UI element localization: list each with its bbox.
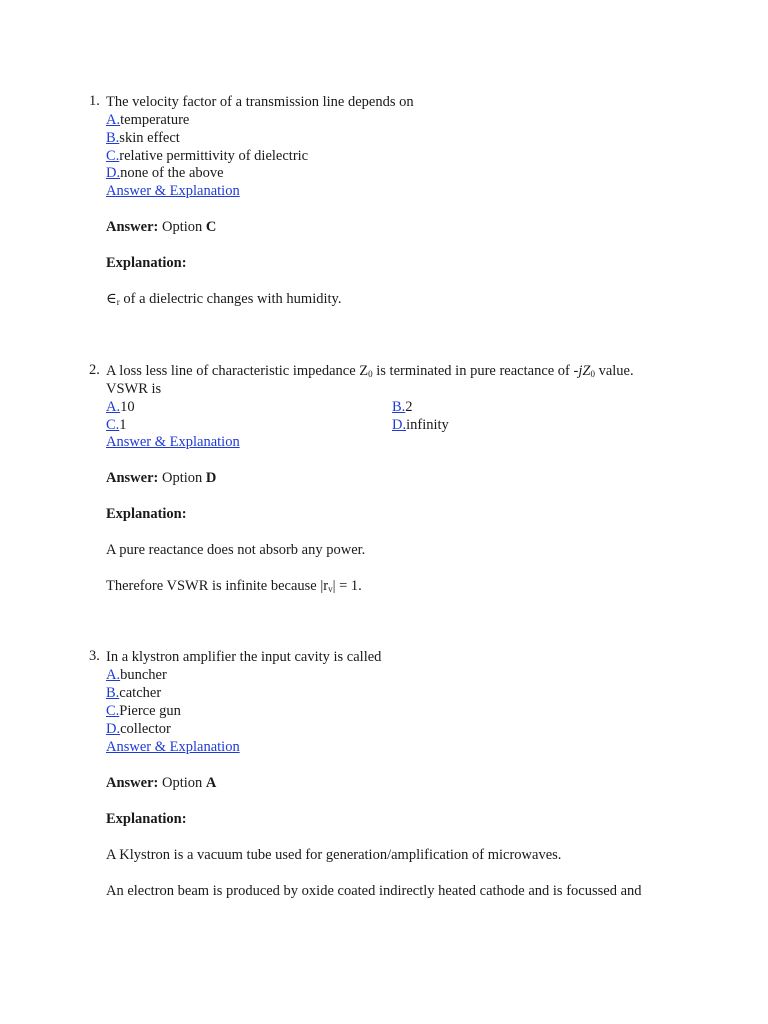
question-text: In a klystron amplifier the input cavity is called [106, 649, 382, 665]
option-d-text: none of the above [120, 165, 224, 181]
option-d-link[interactable]: D. [392, 417, 407, 433]
question-text-part: value. [594, 363, 634, 379]
option-d [392, 416, 449, 434]
answer-text: Option [161, 775, 203, 791]
option-a [106, 111, 189, 129]
option-d-text: infinity [406, 417, 449, 433]
question-number: 3. [89, 648, 100, 664]
subscript: 0 [368, 369, 373, 379]
explanation-text-1: A pure reactance does not absorb any power. [106, 542, 366, 558]
question-text-line2: VSWR is [106, 381, 162, 397]
explanation-label [106, 254, 187, 272]
option-a-link[interactable]: A. [106, 667, 121, 683]
question-text [106, 362, 634, 383]
option-d [106, 164, 224, 182]
subscript: v [328, 584, 333, 594]
answer-option: D [205, 470, 217, 486]
answer-link-row [106, 182, 240, 200]
explanation-label-text: Explanation: [106, 506, 187, 522]
option-c-link[interactable]: C. [106, 148, 120, 164]
option-b-text: 2 [405, 399, 413, 415]
question-number: 1. [89, 93, 100, 109]
option-c-text: 1 [119, 417, 127, 433]
explanation-label-text: Explanation: [106, 255, 187, 271]
option-c [106, 416, 127, 434]
explanation-text-1: A Klystron is a vacuum tube used for generation/amplification of microwaves. [106, 847, 562, 863]
question-text: The velocity factor of a transmission line depends on [106, 94, 414, 110]
explanation-label-text: Explanation: [106, 811, 187, 827]
answer-explanation-link[interactable]: Answer & Explanation [106, 434, 240, 450]
answer-option: C [205, 219, 217, 235]
option-c [106, 702, 181, 720]
answer-line [106, 774, 216, 792]
option-b-link[interactable]: B. [106, 130, 120, 146]
question-text-part: is terminated in pure reactance of - [372, 363, 579, 379]
option-a-text: buncher [120, 667, 167, 683]
explanation-part: Therefore VSWR is infinite because |r [106, 578, 329, 594]
answer-option: A [205, 775, 217, 791]
option-a-text: 10 [120, 399, 135, 415]
answer-label: Answer: [106, 219, 159, 235]
option-d-link[interactable]: D. [106, 165, 121, 181]
answer-label: Answer: [106, 470, 159, 486]
question-number: 2. [89, 362, 100, 378]
option-d [106, 720, 171, 738]
option-b-text: catcher [119, 685, 162, 701]
epsilon-subscript: r [116, 297, 120, 307]
explanation-label [106, 505, 187, 523]
answer-explanation-link[interactable]: Answer & Explanation [106, 739, 240, 755]
answer-link-row [106, 433, 240, 451]
option-c-text: Pierce gun [119, 703, 181, 719]
option-b [106, 684, 161, 702]
answer-label: Answer: [106, 775, 159, 791]
subscript: 0 [590, 369, 595, 379]
option-a-link[interactable]: A. [106, 112, 121, 128]
option-a-text: temperature [120, 112, 190, 128]
answer-line [106, 469, 216, 487]
answer-explanation-link[interactable]: Answer & Explanation [106, 183, 240, 199]
option-d-link[interactable]: D. [106, 721, 121, 737]
answer-text: Option [161, 219, 203, 235]
option-c-text: relative permittivity of dielectric [119, 148, 309, 164]
answer-link-row [106, 738, 240, 756]
explanation-text-2 [106, 577, 362, 598]
option-c-link[interactable]: C. [106, 417, 120, 433]
option-a [106, 666, 167, 684]
option-b [392, 398, 413, 416]
option-b-text: skin effect [119, 130, 180, 146]
option-b [106, 129, 180, 147]
explanation-label [106, 810, 187, 828]
answer-line [106, 218, 216, 236]
option-c-link[interactable]: C. [106, 703, 120, 719]
italic-term: jZ [578, 363, 591, 379]
option-a-link[interactable]: A. [106, 399, 121, 415]
option-b-link[interactable]: B. [106, 685, 120, 701]
epsilon-symbol: ∈ [106, 291, 117, 307]
option-c [106, 147, 308, 165]
explanation-part: | = 1. [332, 578, 362, 594]
option-d-text: collector [120, 721, 171, 737]
explanation-body: of a dielectric changes with humidity. [123, 291, 342, 307]
explanation-text-2: An electron beam is produced by oxide coated indirectly heated cathode and is focussed and [106, 883, 642, 899]
option-b-link[interactable]: B. [392, 399, 406, 415]
answer-text: Option [161, 470, 203, 486]
explanation-text [106, 290, 341, 311]
option-a [106, 398, 135, 416]
question-text-part: A loss less line of characteristic impedance Z [106, 363, 369, 379]
